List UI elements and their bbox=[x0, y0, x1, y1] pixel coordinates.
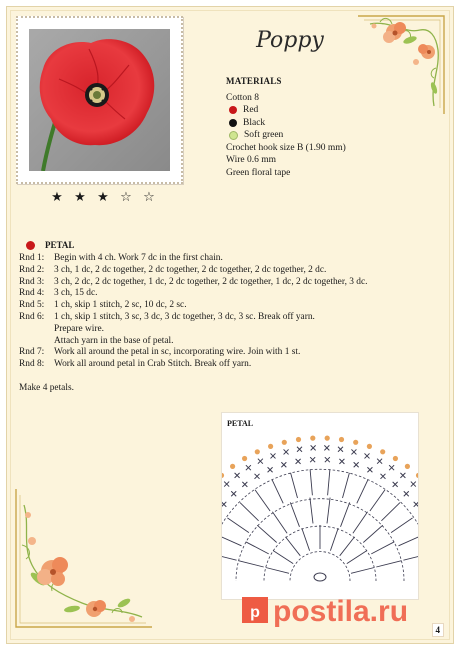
dc-stitch bbox=[403, 554, 418, 560]
material-color-green bbox=[226, 129, 346, 142]
sc-cross bbox=[377, 459, 382, 464]
round-label: Rnd 3: bbox=[19, 276, 45, 287]
sc-cross bbox=[284, 449, 289, 454]
round-label: Rnd 6: bbox=[19, 311, 45, 322]
dc-stitch bbox=[273, 551, 293, 564]
round-text: 3 ch, 15 dc. bbox=[54, 288, 98, 299]
dc-stitch bbox=[302, 528, 310, 551]
round-3 bbox=[19, 277, 439, 289]
diagram-label: PETAL bbox=[227, 419, 254, 428]
watermark-logo bbox=[240, 583, 445, 635]
dc-stitch bbox=[376, 561, 401, 567]
dc-stitch bbox=[246, 542, 269, 554]
dc-stitch bbox=[363, 525, 383, 542]
watermark-text: postila.ru bbox=[273, 595, 409, 628]
edge-dot bbox=[296, 437, 301, 442]
dc-stitch bbox=[239, 561, 264, 567]
sc-cross bbox=[380, 474, 385, 479]
make-petals-note: Make 4 petals. bbox=[19, 382, 74, 393]
sc-cross bbox=[222, 502, 226, 507]
material-color-black bbox=[226, 117, 346, 130]
round-label: Rnd 2: bbox=[19, 264, 45, 275]
dc-stitch bbox=[310, 469, 312, 495]
dc-stitch bbox=[272, 512, 287, 533]
sc-cross bbox=[268, 467, 273, 472]
sc-cross bbox=[297, 447, 302, 452]
sc-cross bbox=[414, 502, 418, 507]
sc-cross bbox=[400, 473, 405, 478]
edge-dot bbox=[255, 449, 260, 454]
dc-stitch bbox=[227, 518, 249, 533]
red-color-dot bbox=[229, 106, 237, 114]
poppy-photo bbox=[29, 29, 170, 171]
edge-dot bbox=[339, 437, 344, 442]
round-text: Work all around the petal in sc, incorporating wire. Join with 1 st. bbox=[54, 347, 301, 358]
dc-stitch bbox=[343, 473, 350, 498]
materials-list bbox=[226, 75, 346, 179]
sc-cross bbox=[324, 445, 329, 450]
round-8 bbox=[19, 359, 439, 371]
round-label: Rnd 8: bbox=[19, 359, 45, 370]
edge-dot bbox=[222, 473, 224, 478]
dc-stitch bbox=[310, 498, 313, 524]
sc-cross bbox=[365, 453, 370, 458]
petal-stitch-diagram bbox=[221, 412, 419, 600]
dc-stitch bbox=[222, 554, 237, 560]
dc-stitch bbox=[255, 490, 270, 511]
sc-cross bbox=[404, 491, 409, 496]
round-7 bbox=[19, 347, 439, 359]
round-label: Rnd 4: bbox=[19, 288, 45, 299]
dc-stitch bbox=[291, 473, 298, 498]
dc-stitch bbox=[381, 503, 400, 521]
sc-cross bbox=[296, 459, 301, 464]
material-hook: Crochet hook size B (1.90 mm) bbox=[226, 142, 346, 153]
sc-cross bbox=[281, 462, 286, 467]
sc-cross bbox=[339, 459, 344, 464]
floral-corner-top-right bbox=[350, 10, 450, 122]
material-thread: Cotton 8 bbox=[226, 92, 259, 103]
material-wire: Wire 0.6 mm bbox=[226, 155, 277, 165]
note-attach-yarn: Attach yarn in the base of petal. bbox=[54, 335, 174, 346]
dc-stitch bbox=[341, 502, 350, 526]
edge-dot bbox=[380, 449, 385, 454]
black-color-dot bbox=[229, 119, 237, 127]
red-bullet-icon bbox=[26, 241, 35, 250]
sc-cross bbox=[338, 447, 343, 452]
edge-dot bbox=[242, 456, 247, 461]
color-black-label: Black bbox=[243, 117, 266, 128]
floral-corner-bottom-left bbox=[12, 485, 157, 635]
sc-cross bbox=[310, 457, 315, 462]
edge-dot bbox=[268, 444, 273, 449]
dc-stitch bbox=[351, 568, 374, 574]
sc-cross bbox=[255, 474, 260, 479]
sc-cross bbox=[242, 482, 247, 487]
round-2 bbox=[19, 265, 439, 277]
round-text: 1 ch, skip 1 stitch, 2 sc, 10 dc, 2 sc. bbox=[54, 300, 187, 311]
dc-stitch bbox=[266, 568, 289, 574]
star-outline-icon: ☆ bbox=[120, 190, 132, 205]
edge-dot bbox=[367, 444, 372, 449]
edge-dot bbox=[353, 440, 358, 445]
star-outline-icon: ☆ bbox=[143, 190, 155, 205]
sc-cross bbox=[270, 453, 275, 458]
dc-stitch bbox=[240, 503, 259, 521]
sc-cross bbox=[235, 473, 240, 478]
dc-stitch bbox=[330, 528, 338, 551]
dc-stitch bbox=[371, 542, 394, 554]
edge-dot bbox=[310, 436, 315, 441]
sc-cross bbox=[393, 482, 398, 487]
sc-cross bbox=[325, 457, 330, 462]
sc-cross bbox=[224, 482, 229, 487]
edge-dot bbox=[405, 464, 410, 469]
sc-cross bbox=[311, 445, 316, 450]
page-title: Poppy bbox=[256, 28, 324, 53]
petal-instructions bbox=[19, 253, 439, 395]
dc-stitch bbox=[370, 490, 385, 511]
dc-stitch bbox=[399, 535, 419, 546]
round-4 bbox=[19, 288, 439, 300]
dc-stitch bbox=[340, 537, 355, 556]
difficulty-rating bbox=[50, 190, 156, 205]
note-prepare-wire: Prepare wire. bbox=[54, 323, 104, 334]
round-5 bbox=[19, 300, 439, 312]
round-6 bbox=[19, 312, 439, 324]
edge-dot bbox=[416, 473, 418, 478]
svg-text:p: p bbox=[250, 604, 260, 621]
round-text: 3 ch, 2 dc, 2 dc together, 1 dc, 2 dc together, 2 dc together, 1 dc, 2 dc together, 3 dc. bbox=[54, 276, 368, 287]
dc-stitch bbox=[286, 537, 301, 556]
round-guide bbox=[290, 552, 350, 581]
round-label: Rnd 5: bbox=[19, 300, 45, 311]
edge-dot bbox=[230, 464, 235, 469]
color-green-label: Soft green bbox=[244, 130, 284, 140]
dc-stitch bbox=[327, 498, 330, 524]
materials-heading: MATERIALS bbox=[226, 76, 282, 86]
sc-cross bbox=[258, 459, 263, 464]
dc-stitch bbox=[257, 525, 277, 542]
star-icon: ★ bbox=[74, 190, 86, 205]
sc-cross bbox=[231, 491, 236, 496]
dc-stitch bbox=[391, 518, 413, 533]
star-icon: ★ bbox=[97, 190, 109, 205]
stitch-chart bbox=[222, 413, 418, 599]
sc-cross bbox=[367, 467, 372, 472]
round-label: Rnd 7: bbox=[19, 347, 45, 358]
page-number: 4 bbox=[432, 623, 445, 637]
dc-stitch bbox=[347, 551, 367, 564]
material-tape: Green floral tape bbox=[226, 167, 291, 178]
petal-section-heading bbox=[26, 240, 74, 250]
material-color-red bbox=[226, 104, 346, 117]
sc-cross bbox=[389, 465, 394, 470]
starting-chain bbox=[314, 573, 326, 581]
dc-stitch bbox=[357, 480, 368, 504]
round-text: 3 ch, 1 dc, 2 dc together, 2 dc together, 2 dc together, 2 dc together, 2 dc. bbox=[54, 264, 327, 275]
round-text: Begin with 4 ch. Work 7 dc in the first chain. bbox=[54, 253, 223, 263]
dc-stitch bbox=[353, 512, 368, 533]
dc-stitch bbox=[272, 480, 283, 504]
sc-cross bbox=[411, 482, 416, 487]
round-text: Work all around petal in Crab Stitch. Break off yarn. bbox=[54, 359, 252, 370]
dc-stitch bbox=[222, 535, 242, 546]
round-text: 1 ch, skip 1 stitch, 3 sc, 3 dc, 3 dc together, 3 dc, 3 sc. Break off yarn. bbox=[54, 311, 315, 322]
edge-dot bbox=[282, 440, 287, 445]
dc-stitch bbox=[290, 502, 299, 526]
green-color-dot bbox=[229, 131, 238, 140]
edge-dot bbox=[325, 436, 330, 441]
sc-cross bbox=[354, 462, 359, 467]
edge-dot bbox=[393, 456, 398, 461]
color-red-label: Red bbox=[243, 105, 259, 115]
star-icon: ★ bbox=[51, 190, 63, 205]
sc-cross bbox=[351, 449, 356, 454]
round-1 bbox=[19, 253, 439, 265]
dc-stitch bbox=[328, 469, 330, 495]
poppy-photo-frame bbox=[16, 16, 183, 184]
round-label: Rnd 1: bbox=[19, 253, 45, 263]
petal-heading-text: PETAL bbox=[45, 240, 75, 250]
sc-cross bbox=[246, 465, 251, 470]
